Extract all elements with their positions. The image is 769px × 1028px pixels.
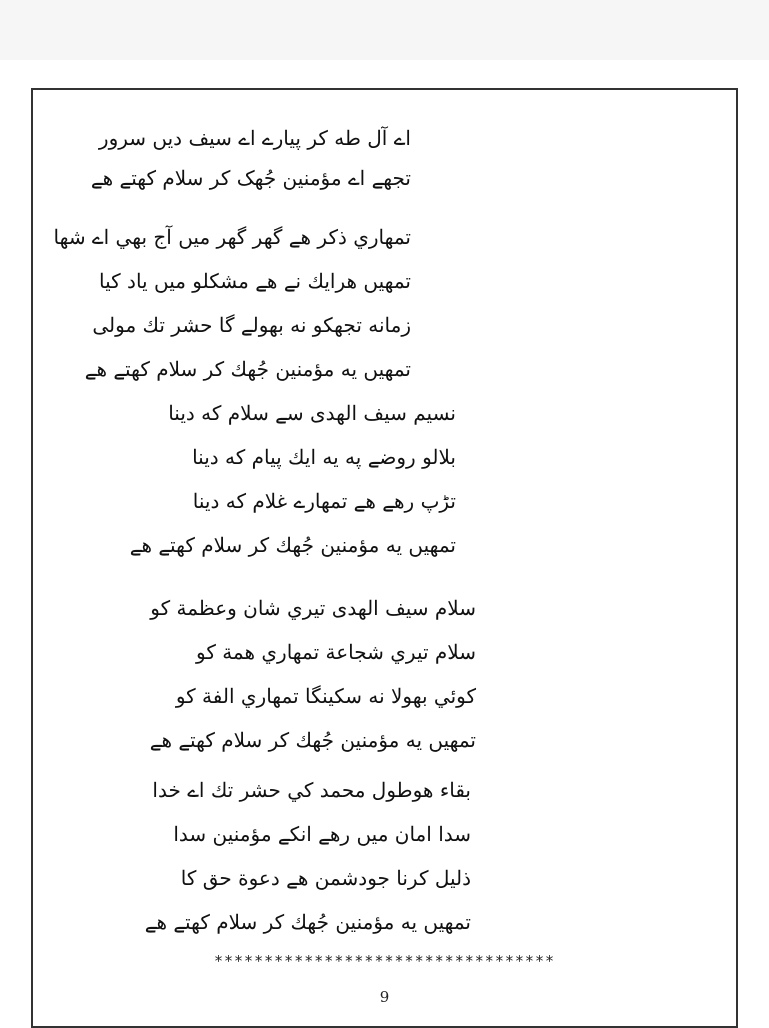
stanza-4 [150, 586, 476, 762]
verse-line: تمهيں هرايك نے هے مشكلو ميں ياد كيا [99, 269, 411, 293]
verse-line: اے آل طه کر پیارے اے سیف دیں سرور [98, 126, 411, 150]
verse-line: تڑپ رهے هے تمهارے غلام كه دينا [192, 489, 456, 513]
stanza-5 [145, 768, 471, 944]
stanza-3 [130, 391, 456, 567]
verse-line: ذليل كرنا جودشمن هے دعوة حق كا [180, 866, 471, 890]
verse-line: تمهيں يه مؤمنين جُھك كر سلام كهتے هے [84, 357, 411, 381]
verse-line: تمهيں يه مؤمنين جُھك كر سلام كهتے هے [129, 533, 456, 557]
stanza-2 [54, 215, 412, 391]
verse-line: سلام تيري شجاعة تمهاري همة كو [195, 640, 476, 664]
verse-line: سلام سيف الهدى تيري شان وعظمة كو [150, 596, 476, 620]
verse-line: تمهيں يه مؤمنين جُھك كر سلام كهتے هے [144, 910, 471, 934]
verse-line: تمهيں يه مؤمنين جُھك كر سلام كهتے هے [149, 728, 476, 752]
verse-line: كوئي بهولا نه سكينگا تمهاري الفة كو [175, 684, 476, 708]
verse-line: بقاء هوطول محمد كي حشر تك اے خدا [152, 778, 471, 802]
verse-line: بلالو روضے په يه ايك پيام كه دينا [192, 445, 456, 469]
verse-line: نسيم سيف الهدى سے سلام كه دينا [168, 401, 456, 425]
viewer-top-bar [0, 0, 769, 60]
stanza-1 [91, 118, 411, 198]
asterisk-divider: ********************************** [213, 952, 556, 970]
verse-line: سدا امان ميں رهے انكے مؤمنين سدا [173, 822, 471, 846]
verse-line: تمهاري ذكر هے گهر گهر ميں آج بهي اے شها [53, 225, 411, 249]
page-number: 9 [379, 988, 390, 1006]
document-page [31, 88, 738, 1028]
verse-line: زمانه تجهكو نه بهولے گا حشر تك مولى [92, 313, 411, 337]
verse-line: تجھے اے مؤمنین جُھک کر سلام کهتے هے [90, 166, 411, 190]
